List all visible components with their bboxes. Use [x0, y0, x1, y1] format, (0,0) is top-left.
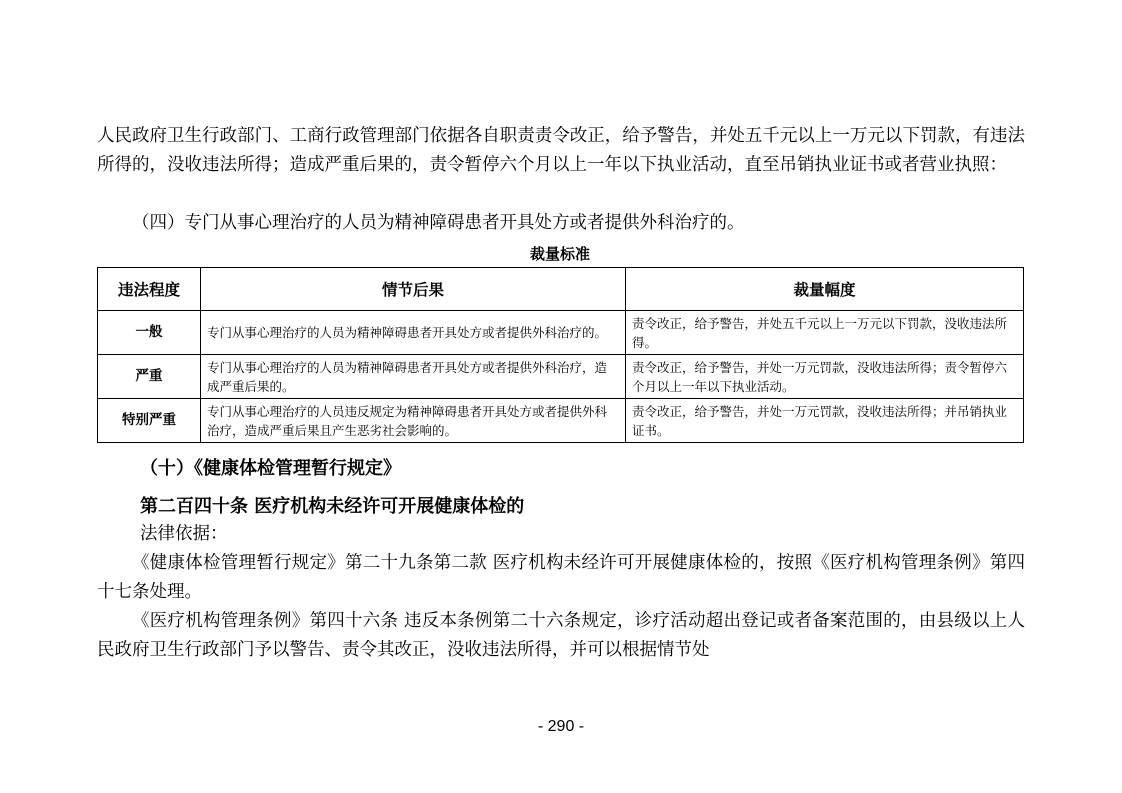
- body-paragraph-4: 《医疗机构管理条例》第四十六条 违反本条例第二十六条规定，诊疗活动超出登记或者备案范围的，由县级以上人民政府卫生行政部门予以警告、责令其改正，没收违法所得，并可以根据情节处: [97, 611, 1025, 660]
- row-penalty: 责令改正，给予警告，并处一万元罚款，没收违法所得；责令暂停六个月以上一年以下执业活动。: [626, 355, 1024, 399]
- table-row: [98, 355, 1024, 399]
- table-row: [98, 311, 1024, 355]
- legal-basis-label: 法律依据：: [140, 524, 228, 544]
- row-circumstance: 专门从事心理治疗的人员违反规定为精神障碍患者开具处方或者提供外科治疗，造成严重后果且产生恶劣社会影响的。: [201, 399, 626, 443]
- row-circumstance: 专门从事心理治疗的人员为精神障碍患者开具处方或者提供外科治疗，造成严重后果的。: [201, 355, 626, 399]
- body-paragraph-1: 人民政府卫生行政部门、工商行政管理部门依据各自职责责令改正，给予警告，并处五千元以上一万元以下罚款，有违法所得的，没收违法所得；造成严重后果的，责令暂停六个月以上一年以下执业活动，直至吊销执业证书或者营业执照：: [97, 126, 1025, 175]
- table-header-row: [98, 268, 1024, 311]
- table-title: 裁量标准: [529, 245, 590, 263]
- discretion-standard-table: [97, 267, 1024, 443]
- header-penalty-range: 裁量幅度: [626, 268, 1024, 311]
- body-paragraph-2: （四）专门从事心理治疗的人员为精神障碍患者开具处方或者提供外科治疗的。: [132, 213, 745, 233]
- header-circumstance: 情节后果: [201, 268, 626, 311]
- row-circumstance: 专门从事心理治疗的人员为精神障碍患者开具处方或者提供外科治疗的。: [201, 311, 626, 355]
- body-paragraph-3: 《健康体检管理暂行规定》第二十九条第二款 医疗机构未经许可开展健康体检的，按照《医疗机构管理条例》第四十七条处理。: [97, 553, 1025, 602]
- article-title: 第二百四十条 医疗机构未经许可开展健康体检的: [140, 496, 525, 517]
- section-subheading: （十）《健康体检管理暂行规定》: [140, 458, 401, 479]
- row-level: 特别严重: [98, 399, 201, 443]
- row-penalty: 责令改正，给予警告，并处一万元罚款，没收违法所得；并吊销执业证书。: [626, 399, 1024, 443]
- row-penalty: 责令改正，给予警告，并处五千元以上一万元以下罚款，没收违法所得。: [626, 311, 1024, 355]
- table-row: [98, 399, 1024, 443]
- row-level: 一般: [98, 311, 201, 355]
- header-severity: 违法程度: [98, 268, 201, 311]
- page-number: - 290 -: [537, 718, 585, 735]
- row-level: 严重: [98, 355, 201, 399]
